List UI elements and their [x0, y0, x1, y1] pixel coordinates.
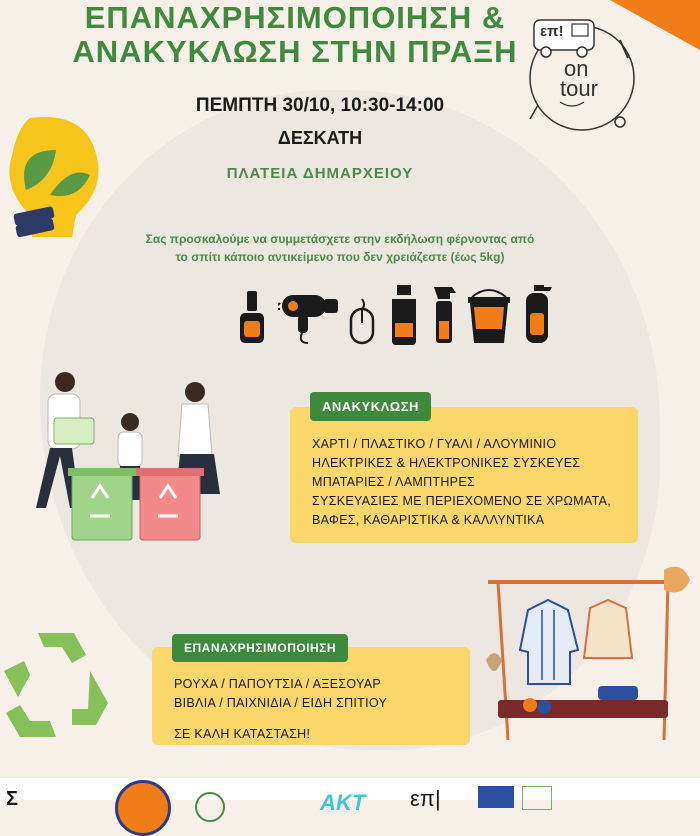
reuse-note: ΣΕ ΚΑΛΗ ΚΑΤΑΣΤΑΣΗ! [174, 727, 311, 741]
sponsor-logo-2 [195, 792, 225, 822]
event-town: ΔΕΣΚΑΤΗ [277, 128, 363, 148]
recycle-icon [0, 625, 115, 755]
recycling-line: ΜΠΑΤΑΡΙΕΣ / ΛΑΜΠΤΗΡΕΣ [312, 475, 475, 489]
invitation-line-2: το σπίτι κάποιο αντικείμενο που δεν χρειάζεστε (έως 5kg) [175, 250, 505, 264]
paint-bucket-icon [466, 287, 512, 345]
eu-flag-logo [478, 786, 514, 808]
sponsor-logo-1 [115, 780, 171, 836]
reuse-line: ΒΙΒΛΙΑ / ΠΑΙΧΝΙΔΙΑ / ΕΙΔΗ ΣΠΙΤΙΟΥ [174, 696, 388, 710]
hair-dryer-icon [278, 287, 342, 345]
logo-tour-text: tour [560, 76, 598, 101]
reuse-tag: ΕΠΑΝΑΧΡΗΣΙΜΟΠΟΙΗΣΗ [172, 634, 348, 662]
sponsor-logo-3 [522, 786, 552, 810]
invitation-line-1: Σας προσκαλούμε να συμμετάσχετε στην εκδήλωση φέρνοντας από [145, 232, 535, 246]
footer-text-fragment: επ| [410, 786, 441, 811]
reuse-list [174, 675, 387, 744]
detergent-bottle-icon [386, 283, 422, 345]
nail-polish-icon [238, 289, 266, 345]
event-date-time: ΠΕΜΠΤΗ 30/10, 10:30-14:00 [195, 95, 445, 116]
logo-on-text: on [564, 56, 589, 81]
recycling-line: ΣΥΣΚΕΥΑΣΙΕΣ ΜΕ ΠΕΡΙΕΧΟΜΕΝΟ ΣΕ ΧΡΩΜΑΤΑ, [312, 494, 612, 508]
computer-mouse-icon [348, 297, 376, 345]
clothing-rack-illustration [478, 560, 700, 755]
recycling-card [290, 407, 638, 543]
reuse-line: ΡΟΥΧΑ / ΠΑΠΟΥΤΣΙΑ / ΑΞΕΣΟΥΑΡ [174, 677, 381, 691]
recycling-line: ΧΑΡΤΙ / ΠΛΑΣΤΙΚΟ / ΓΥΑΛΙ / ΑΛΟΥΜΙΝΙΟ [312, 437, 557, 451]
logo-van-text: επ! [540, 23, 564, 40]
recycling-list [312, 435, 611, 530]
recycling-line: ΗΛΕΚΤΡΙΚΕΣ & ΗΛΕΚΤΡΟΝΙΚΕΣ ΣΥΣΚΕΥΕΣ [312, 456, 581, 470]
sponsor-footer [0, 778, 700, 815]
invitation-text [100, 230, 580, 266]
event-venue: ΠΛΑΤΕΙΑ ΔΗΜΑΡΧΕΙΟΥ [226, 165, 414, 182]
fire-extinguisher-icon [520, 283, 554, 345]
title-line-1: ΕΠΑΝΑΧΡΗΣΙΜΟΠΟΙΗΣΗ & [84, 0, 506, 35]
title-line-2: ΑΝΑΚΥΚΛΩΣΗ ΣΤΗΝ ΠΡΑΞΗ [72, 34, 518, 69]
recycling-tag: ΑΝΑΚΥΚΛΩΣΗ [310, 392, 431, 421]
spray-bottle-icon [430, 283, 460, 345]
people-recycling-illustration [20, 370, 240, 545]
footer-text-fragment: Σ [6, 788, 19, 810]
lightbulb-icon [0, 110, 110, 250]
recycling-line: ΒΑΦΕΣ, ΚΑΘΑΡΙΣΤΙΚΑ & ΚΑΛΛΥΝΤΙΚΑ [312, 513, 545, 527]
footer-text-fragment: ΑΚΤ [320, 790, 366, 815]
item-icons-row [238, 283, 558, 348]
